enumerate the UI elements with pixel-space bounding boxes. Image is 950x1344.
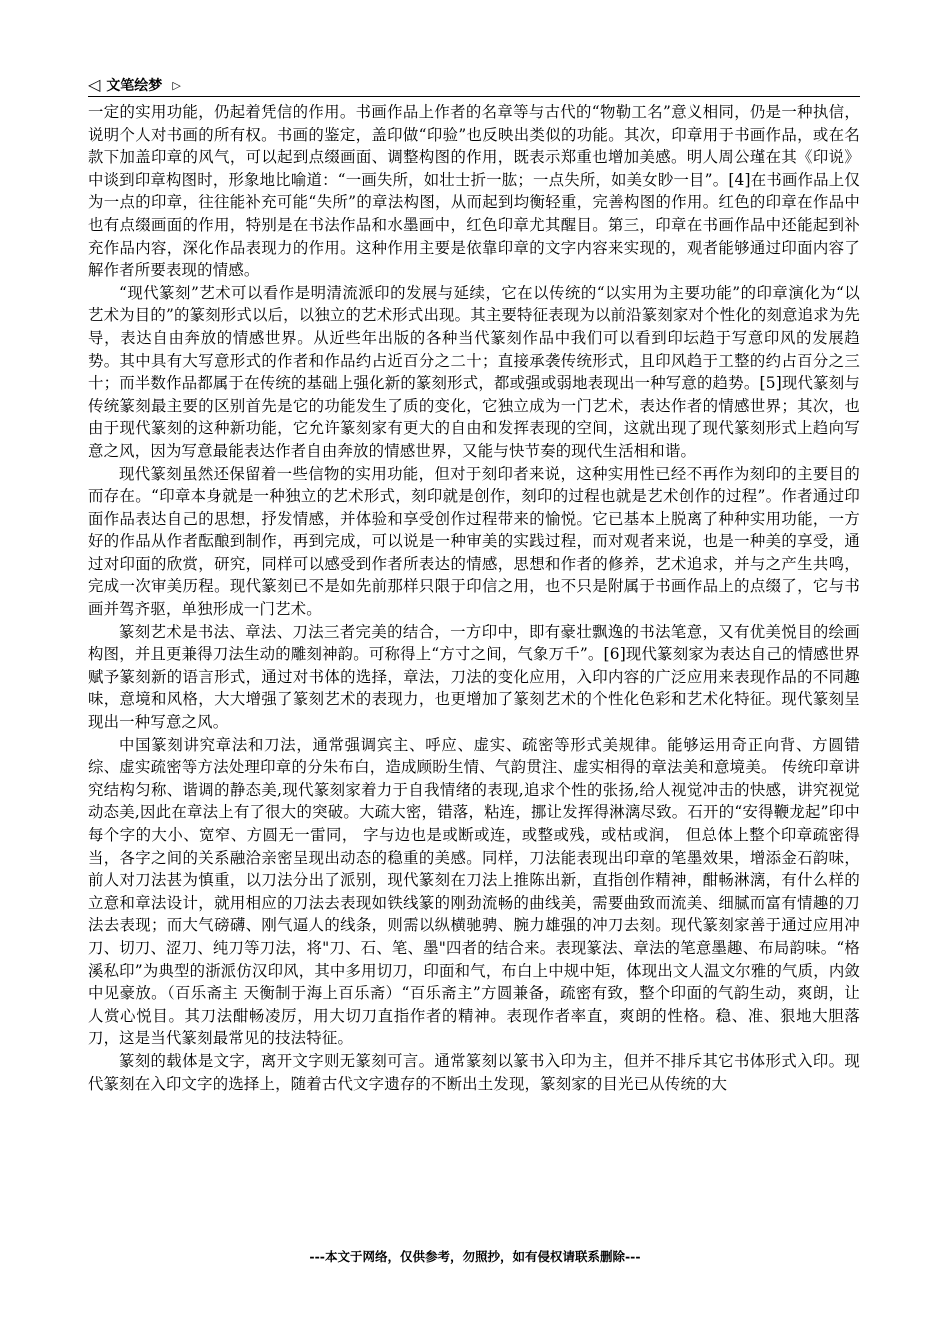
paragraph-5: 中国篆刻讲究章法和刀法，通常强调宾主、呼应、虚实、疏密等形式美规律。能够运用奇正向背、方圆错综、虚实疏密等方法处理印章的分朱布白，造成顾盼生情、气韵贯注、虚实相得的章法美和意境美。 传统印章讲究结构匀称、谐调的静态美,现代篆刻家着力于自我情绪的表现,追求个性的张扬,给人视觉冲击的快感，讲究视觉动态美,因此在章法上有了很大的突破。大疏大密，错落，粘连，挪让发挥得淋漓尽致。石开的“安得鞭龙起”印中每个字的大小、宽窄、方圆无一雷同， 字与边也是或断或连，或整或残，或枯或润， 但总体上整个印章疏密得当，各字之间的关系融洽亲密呈现出动态的稳重的美感。同样，刀法能表现出印章的笔墨效果，增添金石韵味，前人对刀法甚为慎重，以刀法分出了派别，现代篆刻在刀法上推陈出新，直指创作精神，酣畅淋漓，有什么样的立意和章法设计，就用相应的刀法去表现如铁线篆的刚劲流畅的曲线美，需要曲致而流美、细腻而富有情趣的刀法去表现；而大气磅礴、刚气逼人的线条，则需以纵横驰骋、腕力雄强的冲刀去刻。现代篆刻家善于通过应用冲刀、切刀、涩刀、纯刀等刀法，将"刀、石、笔、墨"四者的结合来。表现篆法、章法的笔意墨趣、布局韵味。“格溪私印”为典型的浙派仿汉印风，其中多用切刀，印面和气，布白上中规中矩，体现出文人温文尔雅的气质，内敛中见豪放。（百乐斋主 天衡制于海上百乐斋）“百乐斋主”方圆兼备，疏密有致，整个印面的气韵生动，爽朗，让人赏心悦目。其刀法酣畅凌厉，用大切刀直指作者的精神。表现作者率直，爽朗的性格。稳、准、狠地大胆落刀，这是当代篆刻最常见的技法特征。 bbox=[88, 735, 861, 1048]
header-brand bbox=[88, 75, 181, 95]
paragraph-4: 篆刻艺术是书法、章法、刀法三者完美的结合，一方印中，即有豪壮飘逸的书法笔意，又有优美悦目的绘画构图，并且更兼得刀法生动的雕刻神韵。可称得上“方寸之间，气象万千”。[6]现代篆刻家为表达自己的情感世界赋予篆刻新的语言形式，通过对书体的选择，章法，刀法的变化应用，入印内容的广泛应用来表现作品的不同趣味，意境和风格，大大增强了篆刻艺术的表现力，也更增加了篆刻艺术的个性化色彩和艺术化特征。现代篆刻呈现出一种写意之风。 bbox=[88, 622, 860, 732]
document-body bbox=[88, 101, 860, 1095]
triangle-right-icon: ▷ bbox=[172, 78, 181, 92]
paragraph-6: 篆刻的载体是文字，离开文字则无篆刻可言。通常篆刻以篆书入印为主，但并不排斥其它书体形式入印。现代篆刻在入印文字的选择上，随着古代文字遗存的不断出土发现，篆刻家的目光已从传统的大 bbox=[88, 1051, 860, 1093]
header-title: 文笔绘梦 bbox=[106, 78, 163, 94]
footer-notice: ---本文于网络，仅供参考，勿照抄，如有侵权请联系删除--- bbox=[309, 1249, 641, 1264]
triangle-left-icon: ◁ bbox=[88, 75, 101, 94]
paragraph-3: 现代篆刻虽然还保留着一些信物的实用功能，但对于刻印者来说，这种实用性已经不再作为刻印的主要目的而存在。“印章本身就是一种独立的艺术形式，刻印就是创作，刻印的过程也就是艺术创作的过程”。作者通过印面作品表达自己的思想，抒发情感，并体验和享受创作过程带来的愉悦。它已基本上脱离了种种实用功能，一方好的作品从作者酝酿到制作，再到完成，可以说是一种审美的实践过程，而对观者来说，也是一种美的享受，通过对印面的欣赏，研究，同样可以感受到作者所表达的情感，思想和作者的修养，艺术追求，并与之产生共鸣，完成一次审美历程。现代篆刻已不是如先前那样只限于印信之用，也不只是附属于书画作品上的点缀了，它与书画并驾齐驱，单独形成一门艺术。 bbox=[88, 464, 860, 619]
paragraph-1: 一定的实用功能，仍起着凭信的作用。书画作品上作者的名章等与古代的“物勒工名”意义相同，仍是一种执信，说明个人对书画的所有权。书画的鉴定，盖印做“印验”也反映出类似的功能。其次，印章用于书画作品，或在名款下加盖印章的风气，可以起到点缀画面、调整构图的作用，既表示郑重也增加美感。明人周公瑾在其《印说》中谈到印章构图时，形象地比喻道：“一画失所，如壮士折一肱；一点失所，如美女眇一目”。[4]在书画作品上仅为一点的印章，往往能补充可能“失所”的章法构图，从而起到均衡轻重，完善构图的作用。红色的印章在作品中也有点缀画面的作用，特别是在书法作品和水墨画中，红色印章尤其醒目。第三，印章在书画作品中还能起到补充作品内容，深化作品表现力的作用。这种作用主要是依靠印章的文字内容来实现的，观者能够通过印面内容了解作者所要表现的情感。 bbox=[88, 103, 860, 280]
page-header bbox=[88, 74, 860, 97]
paragraph-2: “现代篆刻”艺术可以看作是明清流派印的发展与延续，它在以传统的“以实用为主要功能”的印章演化为“以艺术为目的”的篆刻形式以后，以独立的艺术形式出现。其主要特征表现为以前沿篆刻家对个性化的刻意追求为先导，表达自由奔放的情感世界。从近些年出版的各种当代篆刻作品中我们可以看到印坛趋于写意印风的发展趋势。其中具有大写意形式的作者和作品约占近百分之二十；直接承袭传统形式，且印风趋于工整的约占百分之三十；而半数作品都属于在传统的基础上强化新的篆刻形式，都或强或弱地表现出一种写意的趋势。[5]现代篆刻与传统篆刻最主要的区别首先是它的功能发生了质的变化，它独立成为一门艺术，表达作者的情感世界；其次，也由于现代篆刻的这种新功能，它允许篆刻家有更大的自由和发挥表现的空间，这就出现了现代篆刻形式上趋向写意之风，因为写意最能表达作者自由奔放的情感世界，又能与快节奏的现代生活相和谐。 bbox=[88, 283, 861, 460]
